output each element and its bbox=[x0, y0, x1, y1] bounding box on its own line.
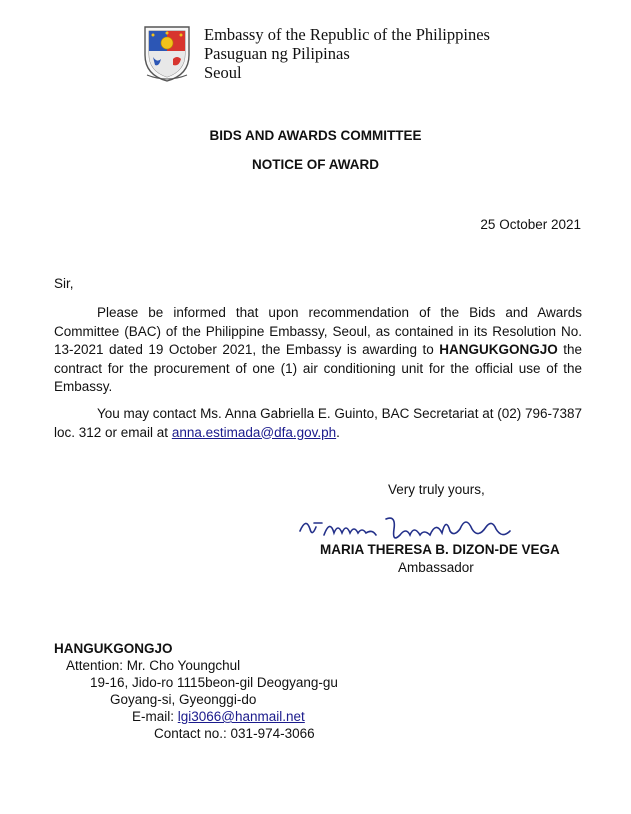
embassy-city: Seoul bbox=[204, 63, 242, 82]
philippine-seal-icon bbox=[137, 21, 197, 83]
letter-date: 25 October 2021 bbox=[480, 217, 581, 232]
bac-email-link[interactable]: anna.estimada@dfa.gov.ph bbox=[171, 424, 337, 440]
signatory-title: Ambassador bbox=[398, 560, 474, 575]
committee-title: BIDS AND AWARDS COMMITTEE bbox=[209, 128, 422, 143]
embassy-name: Embassy of the Republic of the Philippines bbox=[204, 25, 490, 44]
recipient-attention: Attention: Mr. Cho Youngchul bbox=[66, 658, 241, 673]
contact-paragraph-text: You may contact Ms. Anna Gabriella E. Guinto, BAC Secretariat at (02) 796-7387 loc. 312 or email at bbox=[54, 406, 583, 440]
notice-title: NOTICE OF AWARD bbox=[252, 157, 379, 172]
contact-paragraph bbox=[54, 405, 582, 442]
recipient-name: HANGUKGONGJO bbox=[54, 641, 173, 656]
award-paragraph bbox=[54, 304, 582, 397]
award-paragraph-text: Please be informed that upon recommendation of the Bids and Awards Committee (BAC) of the Philippine Embassy, Seoul, as contained in its Resolution No. 13-2021 dated 19 October 2021, the Embassy is awarding to bbox=[54, 305, 582, 357]
contact-paragraph-end: . bbox=[336, 424, 340, 440]
recipient-address-line1: 19-16, Jido-ro 1115beon-gil Deogyang-gu bbox=[90, 675, 338, 690]
recipient-address-line2: Goyang-si, Gyeonggi-do bbox=[110, 692, 257, 707]
recipient-email-link[interactable]: lgi3066@hanmail.net bbox=[177, 709, 305, 724]
salutation: Sir, bbox=[54, 276, 74, 291]
closing: Very truly yours, bbox=[388, 482, 485, 497]
recipient-contact: Contact no.: 031-974-3066 bbox=[154, 726, 315, 741]
recipient-email-label: E-mail: bbox=[132, 709, 178, 724]
awardee-name: HANGUKGONGJO bbox=[439, 342, 558, 357]
recipient-email-row bbox=[132, 708, 305, 725]
award-paragraph-end: the contract for the procurement of one (1) air conditioning unit for the official use of the Embassy. bbox=[54, 342, 582, 394]
signatory-name: MARIA THERESA B. DIZON-DE VEGA bbox=[320, 542, 560, 557]
embassy-name-filipino: Pasuguan ng Pilipinas bbox=[204, 44, 350, 63]
